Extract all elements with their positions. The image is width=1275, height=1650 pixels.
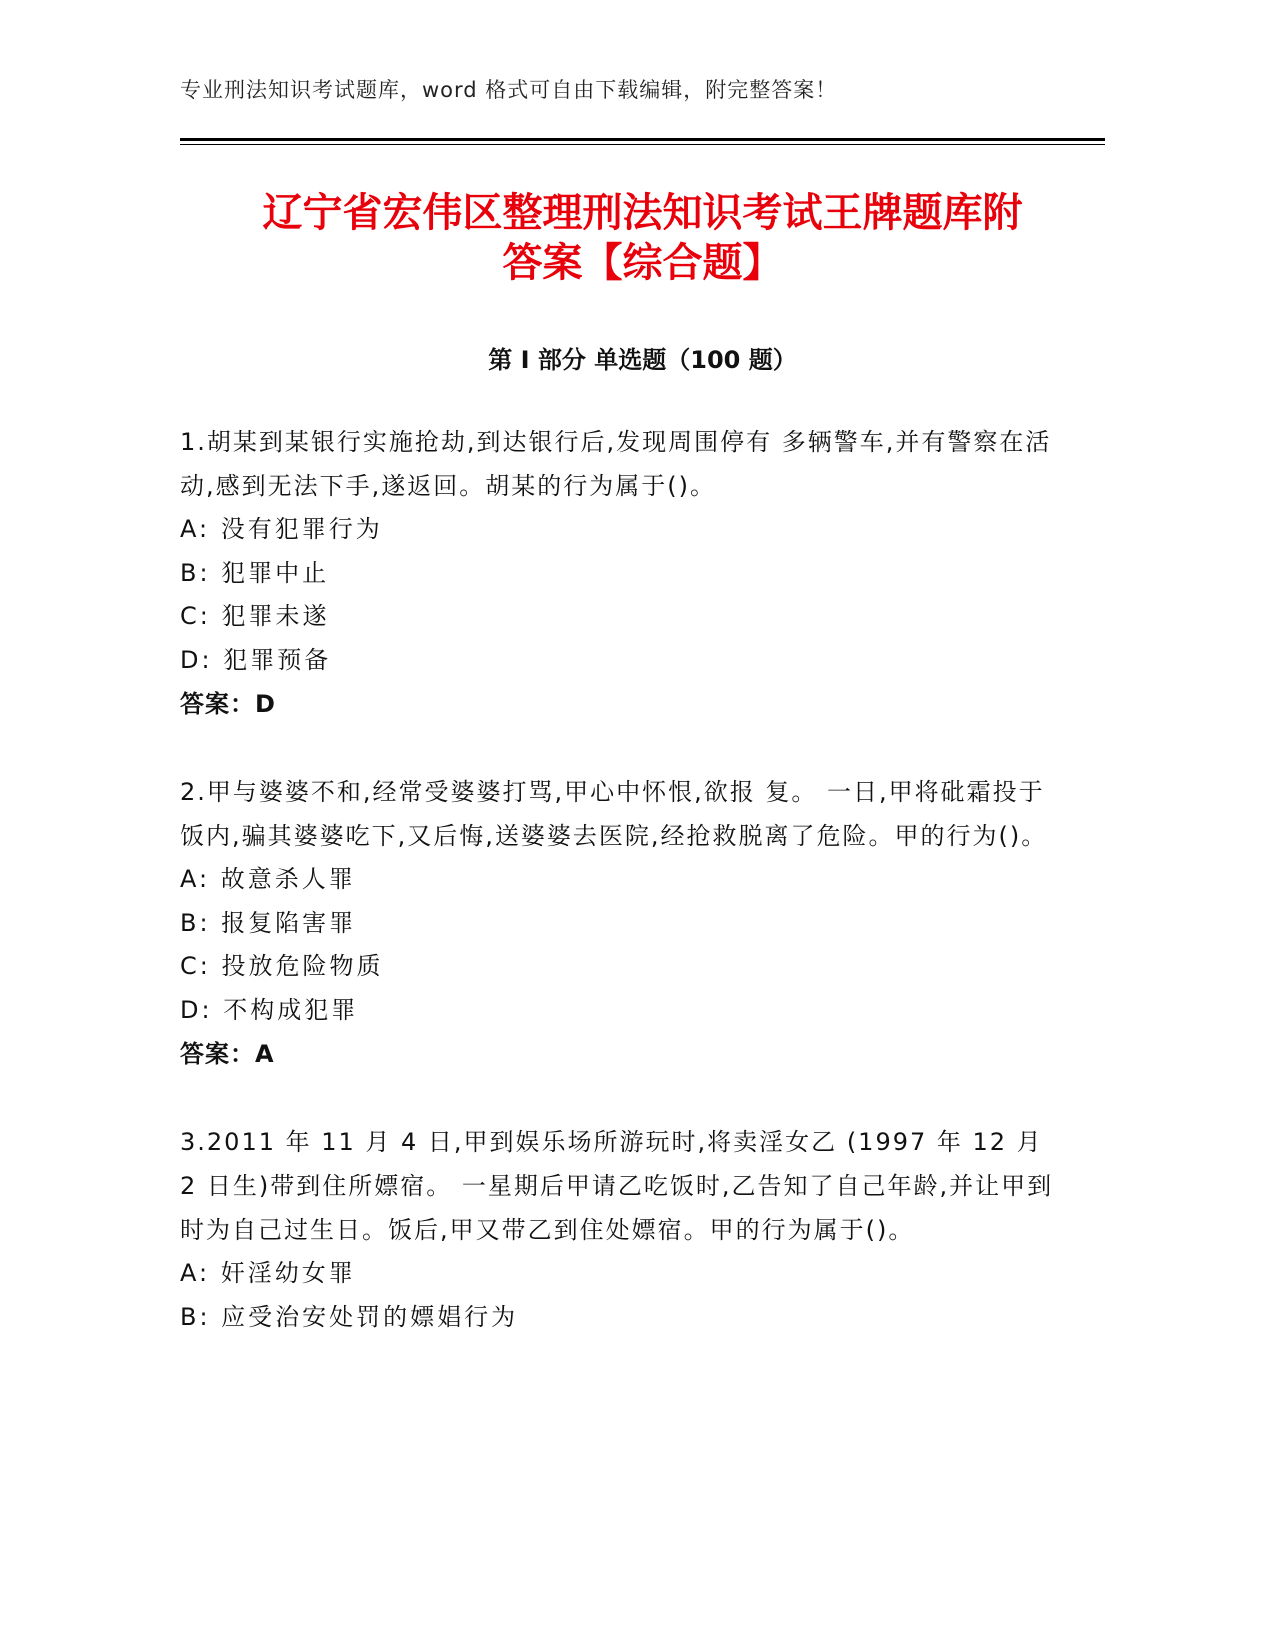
question-3 bbox=[180, 1120, 1060, 1339]
question-list bbox=[180, 420, 1060, 1383]
question-stem: 2.甲与婆婆不和,经常受婆婆打骂,甲心中怀恨,欲报 复。 一日,甲将砒霜投于饭内,骗其婆婆吃下,又后悔,送婆婆去医院,经抢救脱离了危险。甲的行为()。 bbox=[180, 778, 1048, 850]
option-a: A: 没有犯罪行为 bbox=[180, 515, 383, 543]
option-b: B: 犯罪中止 bbox=[180, 558, 330, 587]
document-title-line-2: 答案【综合题】 bbox=[502, 240, 783, 286]
answer: 答案：D bbox=[180, 690, 276, 718]
option-d: D: 不构成犯罪 bbox=[180, 995, 359, 1024]
section-title: 第 I 部分 单选题（100 题） bbox=[488, 346, 797, 374]
option-c: C: 投放危险物质 bbox=[180, 952, 384, 980]
option-c: C: 犯罪未遂 bbox=[180, 602, 330, 630]
question-1 bbox=[180, 420, 1060, 726]
question-stem: 3.2011 年 11 月 4 日,甲到娱乐场所游玩时,将卖淫女乙 (1997 年 12 月 2 日生)带到住所嫖宿。 一星期后甲请乙吃饭时,乙告知了自己年龄,并让甲到时为自己过生日。饭后,甲又带乙到住处嫖宿。甲的行为属于()。 bbox=[180, 1128, 1054, 1244]
option-b: B: 应受治安处罚的嫖娼行为 bbox=[180, 1302, 519, 1331]
option-a: A: 奸淫幼女罪 bbox=[180, 1259, 356, 1287]
option-d: D: 犯罪预备 bbox=[180, 645, 332, 674]
document-title-line-1: 辽宁省宏伟区整理刑法知识考试王牌题库附 bbox=[262, 190, 1023, 236]
question-stem: 1.胡某到某银行实施抢劫,到达银行后,发现周围停有 多辆警车,并有警察在活动,感到无法下手,遂返回。胡某的行为属于()。 bbox=[180, 428, 1052, 500]
document-title bbox=[180, 188, 1105, 288]
answer: 答案：A bbox=[180, 1040, 275, 1068]
page-header: 专业刑法知识考试题库，word 格式可自由下载编辑，附完整答案！ bbox=[180, 78, 838, 102]
header-rule-thick bbox=[180, 138, 1105, 141]
option-a: A: 故意杀人罪 bbox=[180, 865, 356, 893]
option-b: B: 报复陷害罪 bbox=[180, 908, 357, 937]
question-2 bbox=[180, 770, 1060, 1076]
header-rule-thin bbox=[180, 144, 1105, 145]
